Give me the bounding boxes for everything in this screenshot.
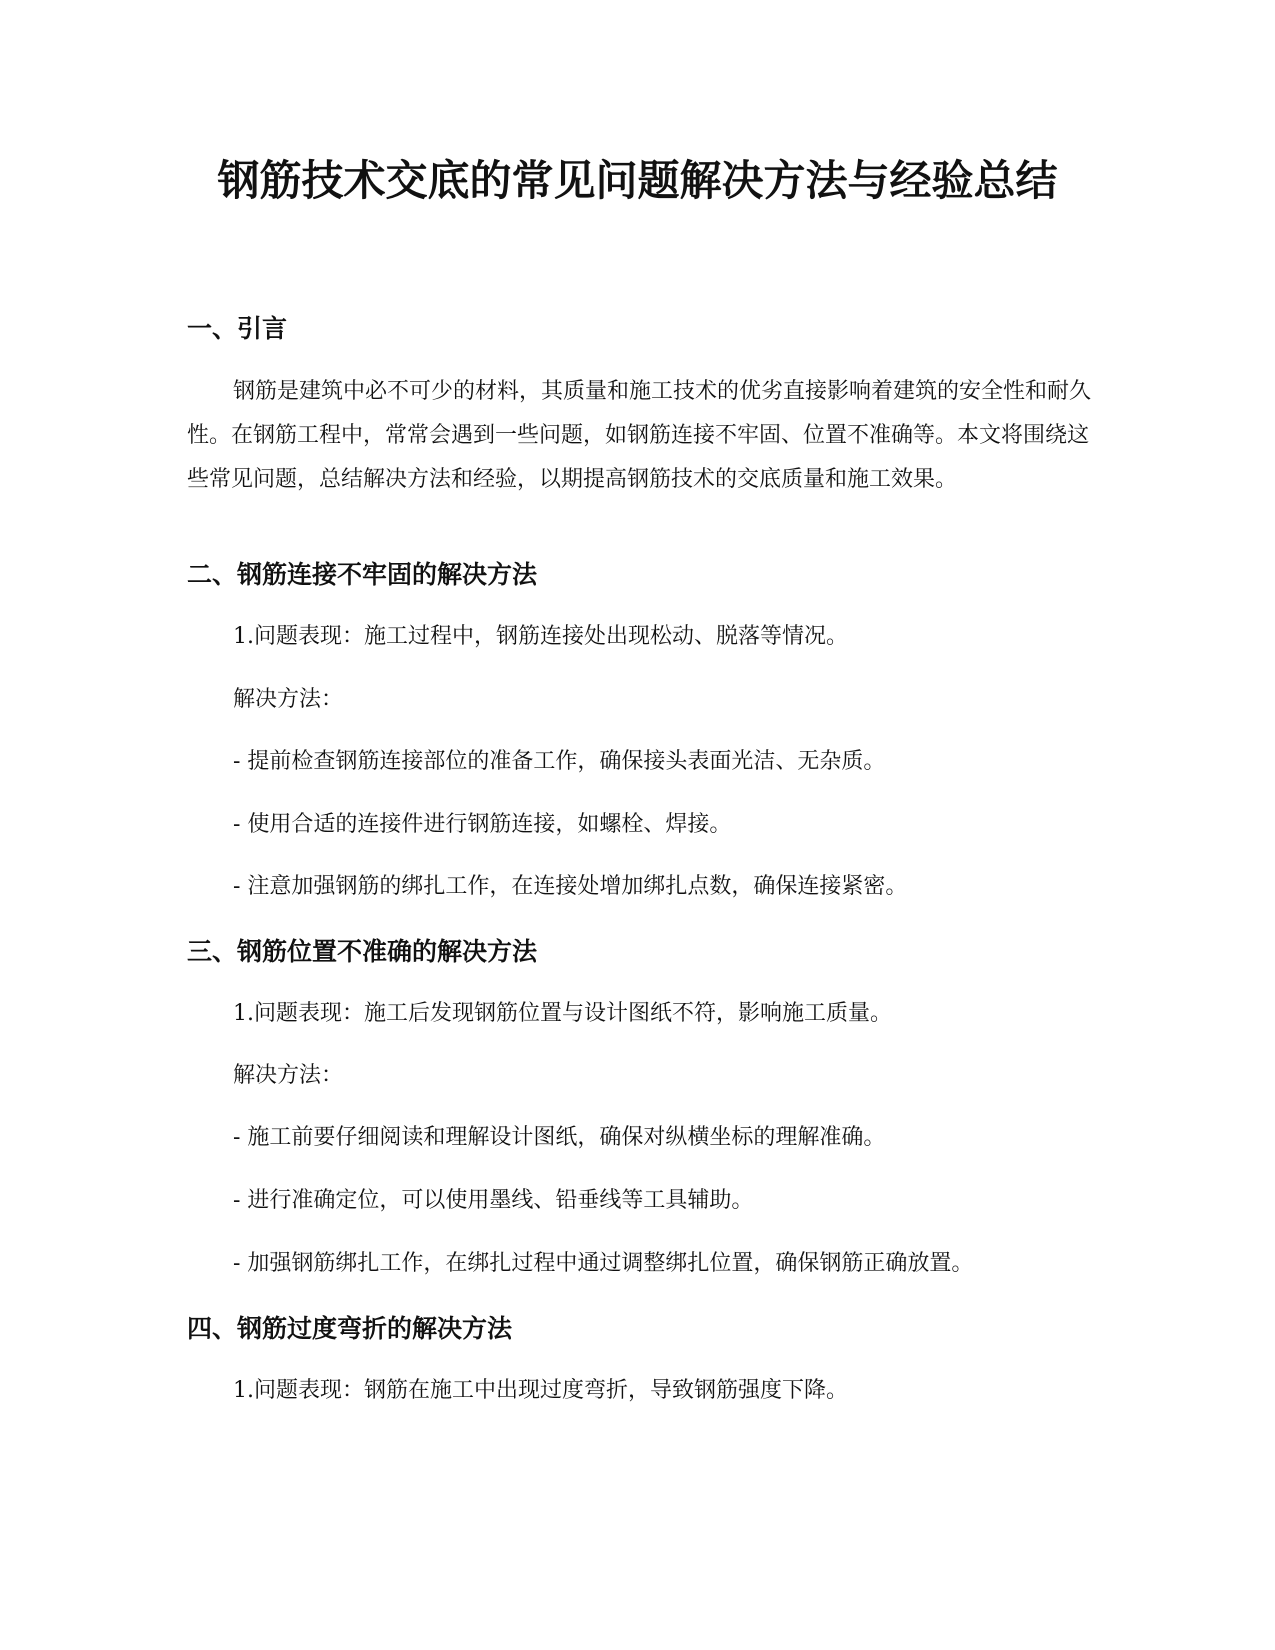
solution-item: - 加强钢筋绑扎工作，在绑扎过程中通过调整绑扎位置，确保钢筋正确放置。: [233, 1251, 974, 1276]
problem-statement: 1.问题表现：施工后发现钢筋位置与设计图纸不符，影响施工质量。: [233, 1001, 892, 1026]
section-heading-connection: 二、钢筋连接不牢固的解决方法: [187, 560, 538, 589]
problem-statement: 1.问题表现：钢筋在施工中出现过度弯折，导致钢筋强度下降。: [233, 1378, 848, 1403]
solution-label: 解决方法：: [233, 687, 344, 712]
solution-item: - 注意加强钢筋的绑扎工作，在连接处增加绑扎点数，确保连接紧密。: [233, 874, 908, 899]
solution-item: - 使用合适的连接件进行钢筋连接，如螺栓、焊接。: [233, 812, 732, 837]
solution-item: - 进行准确定位，可以使用墨线、铅垂线等工具辅助。: [233, 1188, 754, 1213]
section-heading-bending: 四、钢筋过度弯折的解决方法: [187, 1314, 513, 1343]
solution-label: 解决方法：: [233, 1063, 344, 1088]
solution-item: - 提前检查钢筋连接部位的准备工作，确保接头表面光洁、无杂质。: [233, 749, 886, 774]
solution-item: - 施工前要仔细阅读和理解设计图纸，确保对纵横坐标的理解准确。: [233, 1125, 886, 1150]
intro-paragraph: 钢筋是建筑中必不可少的材料，其质量和施工技术的优劣直接影响着建筑的安全性和耐久性。在钢筋工程中，常常会遇到一些问题，如钢筋连接不牢固、位置不准确等。本文将围绕这些常见问题，总结解决方法和经验，以期提高钢筋技术的交底质量和施工效果。: [187, 379, 1092, 492]
document-title: 钢筋技术交底的常见问题解决方法与经验总结: [217, 156, 1058, 205]
problem-statement: 1.问题表现：施工过程中，钢筋连接处出现松动、脱落等情况。: [233, 624, 848, 649]
section-heading-position: 三、钢筋位置不准确的解决方法: [187, 937, 538, 966]
section-heading-intro: 一、引言: [187, 314, 288, 343]
